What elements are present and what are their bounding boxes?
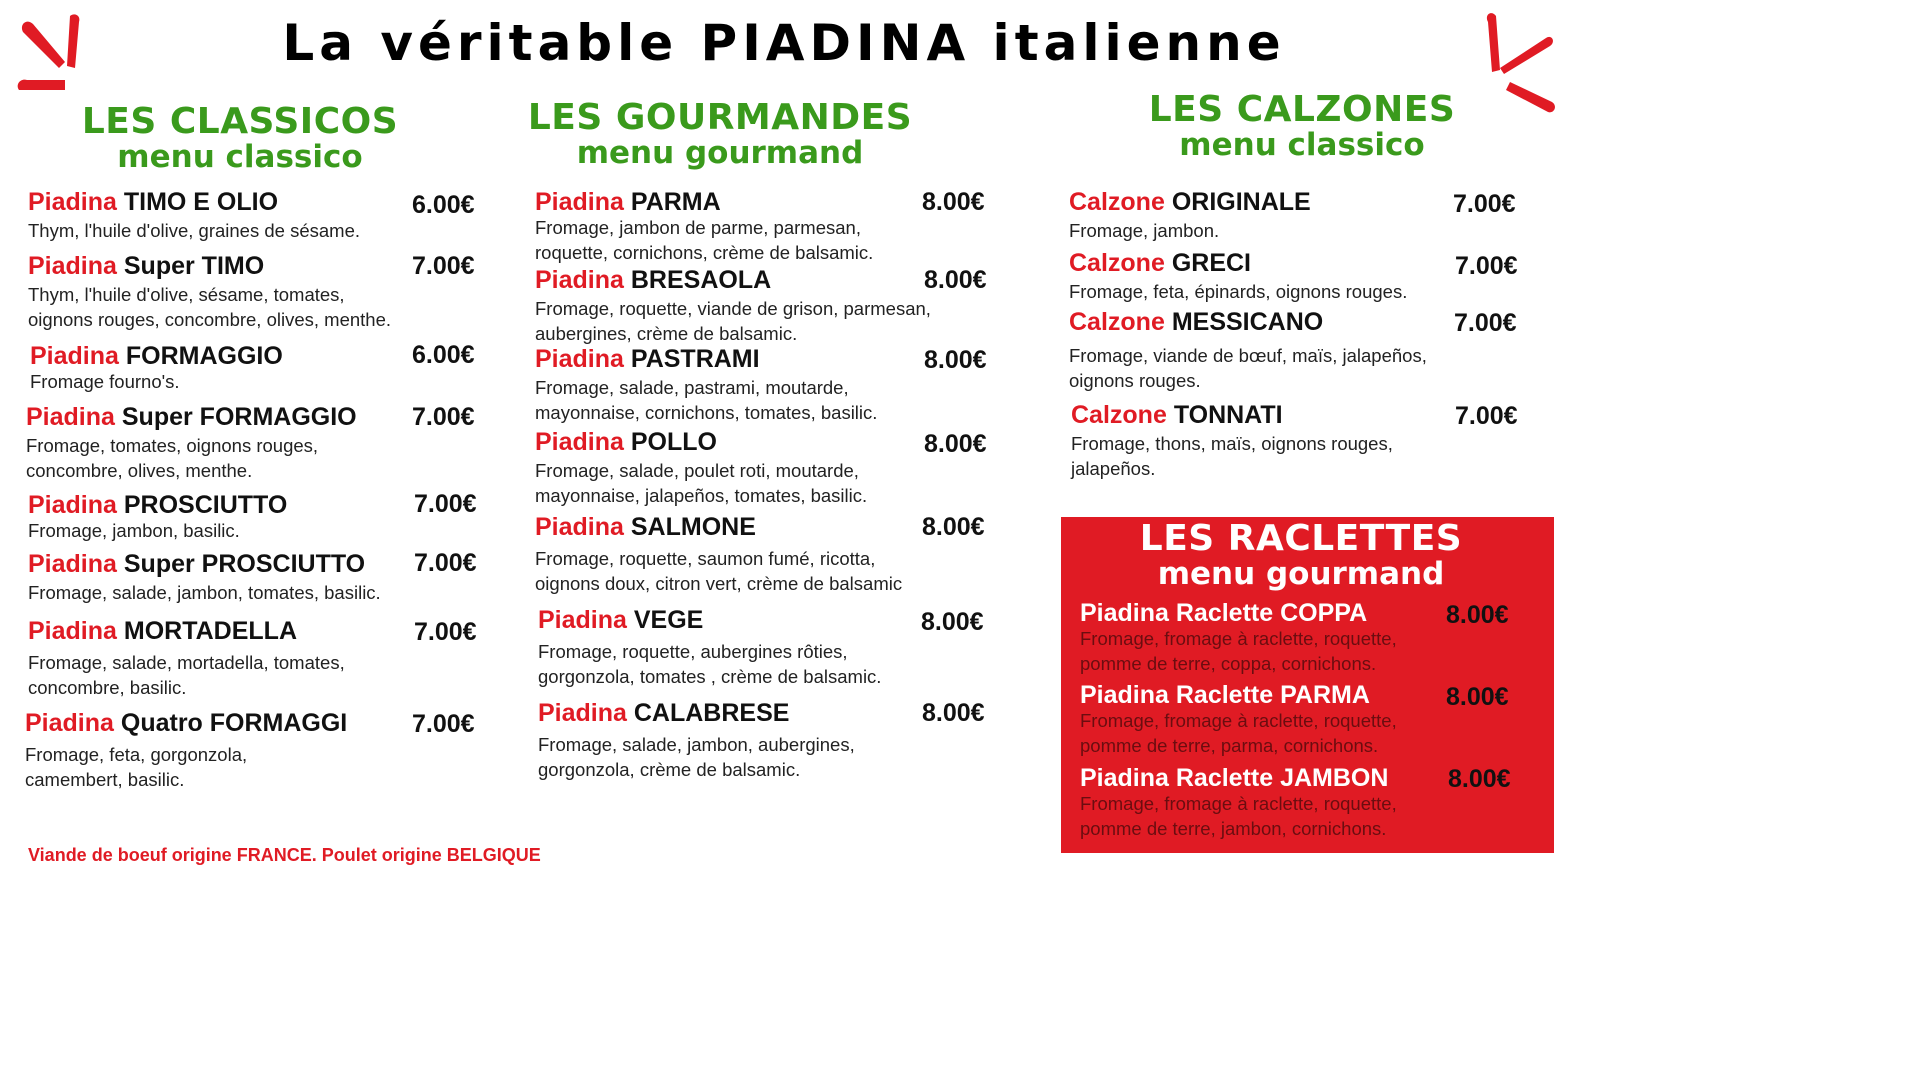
- item-prefix: Piadina: [535, 428, 624, 456]
- item-price: 8.00€: [1446, 601, 1509, 629]
- item-price: 8.00€: [922, 513, 985, 541]
- item-description: Fromage, jambon de parme, parmesan, roquette, cornichons, crème de balsamic.: [535, 217, 874, 263]
- item-prefix: Piadina: [535, 345, 624, 373]
- item-price: 8.00€: [924, 346, 987, 374]
- item-name: PASTRAMI: [630, 345, 760, 373]
- item-price: 8.00€: [1446, 683, 1509, 711]
- item-price: 7.00€: [1455, 402, 1518, 430]
- item-prefix: Piadina: [535, 266, 624, 294]
- item-name: PARMA: [630, 188, 721, 216]
- item-name: MORTADELLA: [123, 617, 297, 645]
- classicos-heading: [40, 101, 440, 175]
- item-prefix: Piadina: [28, 252, 117, 280]
- menu-item: [1080, 766, 1440, 841]
- menu-item: [538, 701, 918, 782]
- item-prefix: Piadina: [28, 188, 117, 216]
- item-price: 7.00€: [412, 710, 475, 738]
- item-name: Piadina Raclette COPPA: [1080, 599, 1368, 627]
- item-description: Fromage, feta, épinards, oignons rouges.: [1069, 281, 1408, 302]
- item-prefix: Piadina: [26, 403, 115, 431]
- item-description: Fromage, roquette, saumon fumé, ricotta, oignons doux, citron vert, crème de balsamic: [535, 548, 903, 594]
- menu-item: [25, 711, 405, 792]
- item-price: 7.00€: [414, 618, 477, 646]
- item-name: Super TIMO: [123, 252, 265, 280]
- item-description: Fromage, fromage à raclette, roquette, pomme de terre, jambon, cornichons.: [1080, 793, 1397, 839]
- item-price: 8.00€: [921, 608, 984, 636]
- item-price: 6.00€: [412, 191, 475, 219]
- item-name: PROSCIUTTO: [123, 491, 288, 519]
- item-name: Super FORMAGGIO: [121, 403, 357, 431]
- item-description: Fromage, fromage à raclette, roquette, pomme de terre, parma, cornichons.: [1080, 710, 1397, 756]
- item-price: 7.00€: [1455, 252, 1518, 280]
- item-price: 7.00€: [414, 549, 477, 577]
- menu-item: [26, 405, 386, 483]
- item-name: VEGE: [633, 606, 704, 634]
- menu-item: [535, 515, 925, 596]
- item-prefix: Calzone: [1069, 188, 1165, 216]
- menu-item: [30, 344, 410, 394]
- item-prefix: Calzone: [1069, 308, 1165, 336]
- item-description: Fromage, salade, jambon, aubergines, gorgonzola, crème de balsamic.: [538, 734, 855, 780]
- raclettes-subtitle: menu gourmand: [1157, 556, 1445, 592]
- item-prefix: Piadina: [28, 617, 117, 645]
- item-description: Fromage, fromage à raclette, roquette, pomme de terre, coppa, cornichons.: [1080, 628, 1397, 674]
- item-prefix: Piadina: [538, 699, 627, 727]
- item-name: Piadina Raclette PARMA: [1080, 681, 1370, 709]
- item-description: Fromage, salade, pastrami, moutarde, mayonnaise, cornichons, tomates, basilic.: [535, 377, 878, 423]
- item-prefix: Calzone: [1069, 249, 1165, 277]
- item-name: GRECI: [1171, 249, 1251, 277]
- item-name: BRESAOLA: [630, 266, 772, 294]
- raclettes-heading: [1101, 518, 1501, 592]
- menu-item: [1069, 251, 1449, 304]
- item-prefix: Piadina: [28, 491, 117, 519]
- item-description: Thym, l'huile d'olive, graines de sésame.: [28, 220, 360, 241]
- menu-item: [1069, 310, 1449, 393]
- menu-item: [1071, 403, 1441, 481]
- item-name: CALABRESE: [633, 699, 790, 727]
- gourmandes-heading: [520, 97, 920, 171]
- item-description: Fromage, jambon, basilic.: [28, 520, 240, 541]
- item-name: Quatro FORMAGGI: [120, 709, 348, 737]
- item-description: Fromage, thons, maïs, oignons rouges, jalapeños.: [1071, 433, 1393, 479]
- item-price: 7.00€: [1453, 190, 1516, 218]
- item-description: Fromage fourno's.: [30, 371, 180, 392]
- item-description: Fromage, salade, mortadella, tomates, concombre, basilic.: [28, 652, 345, 698]
- calzones-heading: [1102, 89, 1502, 163]
- item-price: 8.00€: [922, 699, 985, 727]
- page-title: La véritable PIADINA italienne: [282, 14, 1286, 72]
- item-price: 8.00€: [922, 188, 985, 216]
- item-prefix: Piadina: [28, 550, 117, 578]
- menu-item: [28, 254, 408, 332]
- menu-item: [1080, 601, 1440, 676]
- item-description: Fromage, feta, gorgonzola, camembert, basilic.: [25, 744, 248, 790]
- menu-item: [28, 552, 418, 605]
- item-price: 7.00€: [414, 490, 477, 518]
- item-price: 8.00€: [1448, 765, 1511, 793]
- item-description: Fromage, roquette, viande de grison, parmesan, aubergines, crème de balsamic.: [535, 298, 931, 344]
- menu-item: [535, 347, 915, 425]
- menu-item: [535, 268, 935, 346]
- item-price: 8.00€: [924, 430, 987, 458]
- item-name: Piadina Raclette JAMBON: [1080, 764, 1389, 792]
- menu-item: [535, 190, 915, 265]
- raclettes-title: LES RACLETTES: [1139, 518, 1463, 559]
- gourmandes-title: LES GOURMANDES: [527, 97, 913, 138]
- origin-footnote: Viande de boeuf origine FRANCE. Poulet origine BELGIQUE: [28, 845, 541, 865]
- item-description: Fromage, jambon.: [1069, 220, 1220, 241]
- item-prefix: Piadina: [535, 513, 624, 541]
- item-price: 8.00€: [924, 266, 987, 294]
- item-description: Fromage, roquette, aubergines rôties, gorgonzola, tomates , crème de balsamic.: [538, 641, 882, 687]
- gourmandes-subtitle: menu gourmand: [576, 135, 864, 171]
- item-prefix: Piadina: [538, 606, 627, 634]
- item-name: Super PROSCIUTTO: [123, 550, 366, 578]
- item-price: 7.00€: [1454, 309, 1517, 337]
- item-name: MESSICANO: [1171, 308, 1324, 336]
- calzones-title: LES CALZONES: [1148, 89, 1456, 130]
- menu-item: [1080, 683, 1440, 758]
- item-price: 7.00€: [412, 403, 475, 431]
- item-name: TONNATI: [1173, 401, 1283, 429]
- item-description: Fromage, viande de bœuf, maïs, jalapeños, oignons rouges.: [1069, 345, 1427, 391]
- item-price: 6.00€: [412, 341, 475, 369]
- item-name: SALMONE: [630, 513, 756, 541]
- menu-item: [535, 430, 915, 508]
- item-prefix: Piadina: [25, 709, 114, 737]
- menu-item: [1069, 190, 1449, 243]
- classicos-title: LES CLASSICOS: [81, 101, 399, 142]
- item-name: TIMO E OLIO: [123, 188, 279, 216]
- raclettes-panel: [1061, 517, 1554, 853]
- item-prefix: Piadina: [535, 188, 624, 216]
- menu-item: [538, 608, 918, 689]
- menu-item: [28, 190, 408, 243]
- item-name: FORMAGGIO: [125, 342, 283, 370]
- menu-item: [28, 619, 408, 700]
- item-name: POLLO: [630, 428, 717, 456]
- item-prefix: Calzone: [1071, 401, 1167, 429]
- item-description: Fromage, tomates, oignons rouges, concombre, olives, menthe.: [26, 435, 319, 481]
- item-description: Thym, l'huile d'olive, sésame, tomates, oignons rouges, concombre, olives, menthe.: [28, 284, 392, 330]
- item-name: ORIGINALE: [1171, 188, 1311, 216]
- item-price: 7.00€: [412, 252, 475, 280]
- item-description: Fromage, salade, poulet roti, moutarde, mayonnaise, jalapeños, tomates, basilic.: [535, 460, 868, 506]
- classicos-subtitle: menu classico: [117, 139, 363, 175]
- menu-item: [28, 493, 408, 543]
- item-description: Fromage, salade, jambon, tomates, basilic.: [28, 582, 381, 603]
- item-prefix: Piadina: [30, 342, 119, 370]
- calzones-subtitle: menu classico: [1179, 127, 1425, 163]
